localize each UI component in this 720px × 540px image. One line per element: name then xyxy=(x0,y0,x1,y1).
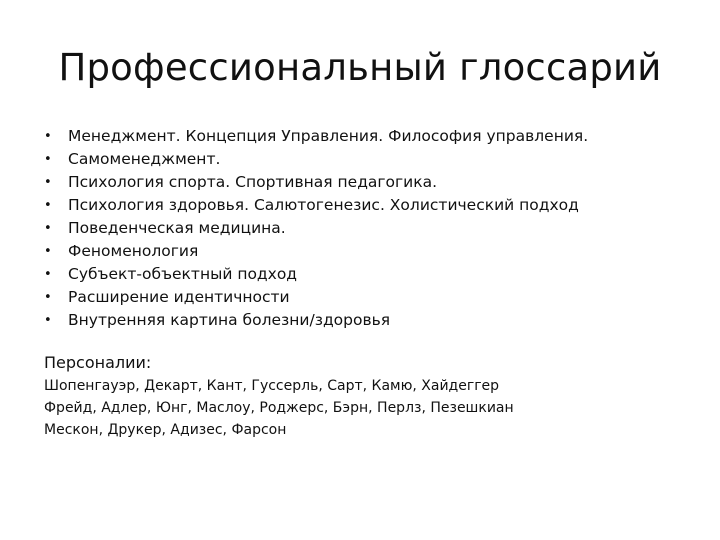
list-item-text: Феноменология xyxy=(68,242,199,260)
personalii-section xyxy=(44,351,694,441)
list-item xyxy=(44,263,694,286)
list-item-text: Психология спорта. Спортивная педагогика. xyxy=(68,173,438,191)
list-item-text: Поведенческая медицина. xyxy=(68,219,286,237)
list-item xyxy=(44,240,694,263)
bullet-icon: • xyxy=(44,313,52,328)
list-item xyxy=(44,286,694,309)
personalii-line: Мескон, Друкер, Адизес, Фарсон xyxy=(44,422,287,438)
list-item xyxy=(44,194,694,217)
list-item-text: Самоменеджмент. xyxy=(68,150,221,168)
bullet-icon: • xyxy=(44,129,52,144)
list-item xyxy=(44,125,694,148)
bullet-icon: • xyxy=(44,198,52,213)
personalii-line: Фрейд, Адлер, Юнг, Маслоу, Роджерс, Бэрн, Перлз, Пезешкиан xyxy=(44,400,514,416)
bullet-icon: • xyxy=(44,175,52,190)
bullet-icon: • xyxy=(44,267,52,282)
list-item-text: Субъект-объектный подход xyxy=(68,265,298,283)
list-item xyxy=(44,217,694,240)
list-item xyxy=(44,148,694,171)
glossary-list xyxy=(44,125,694,332)
personalii-heading: Персоналии: xyxy=(44,353,152,372)
bullet-icon: • xyxy=(44,290,52,305)
bullet-icon: • xyxy=(44,152,52,167)
bullet-icon: • xyxy=(44,244,52,259)
list-item-text: Менеджмент. Концепция Управления. Философия управления. xyxy=(68,127,589,145)
slide-title: Профессиональный глоссарий xyxy=(58,46,662,89)
list-item xyxy=(44,171,694,194)
personalii-line: Шопенгауэр, Декарт, Кант, Гуссерль, Сарт, Камю, Хайдеггер xyxy=(44,378,500,394)
bullet-icon: • xyxy=(44,221,52,236)
list-item-text: Расширение идентичности xyxy=(68,288,290,306)
list-item-text: Психология здоровья. Салютогенезис. Холистический подход xyxy=(68,196,579,214)
list-item xyxy=(44,309,694,332)
list-item-text: Внутренняя картина болезни/здоровья xyxy=(68,311,391,329)
